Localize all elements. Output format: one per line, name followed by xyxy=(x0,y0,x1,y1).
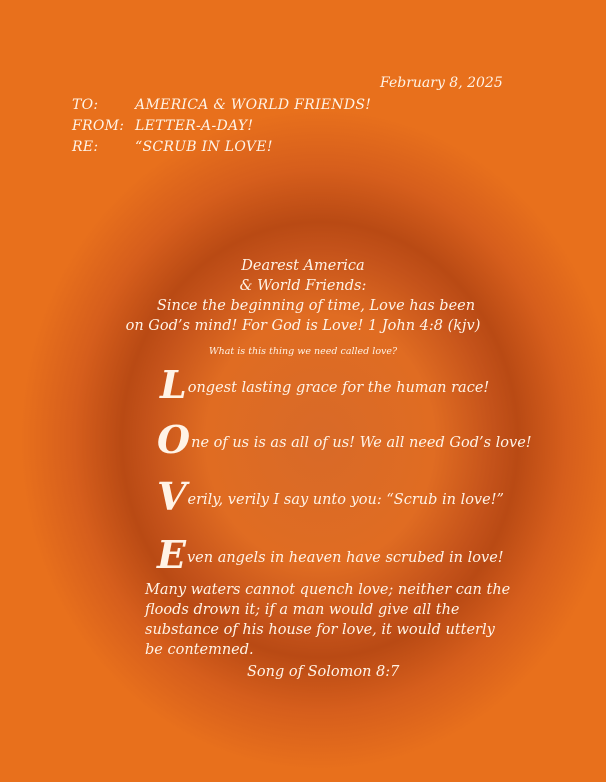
acrostic-text-e: ven angels in heaven have scrubed in love! xyxy=(186,550,504,566)
verse-line-3: substance of his house for love, it would utterly xyxy=(145,622,495,638)
drop-cap-o: O xyxy=(157,417,191,462)
greeting-line-3: Since the beginning of time, Love has been xyxy=(156,298,476,314)
love-question: What is this thing we need called love? xyxy=(208,346,398,357)
drop-cap-e: E xyxy=(157,532,186,577)
drop-cap-v: V xyxy=(157,474,187,519)
re-value: “SCRUB IN LOVE! xyxy=(135,139,273,155)
greeting-line-4: on God’s mind! For God is Love! 1 John 4:8 (kjv) xyxy=(125,318,481,334)
verse-citation: Song of Solomon 8:7 xyxy=(247,664,400,680)
from-value: LETTER-A-DAY! xyxy=(135,118,254,134)
acrostic-line-v xyxy=(157,474,504,519)
from-label: FROM: xyxy=(72,118,125,134)
verse-line-4: be contemned. xyxy=(145,642,254,658)
acrostic-text-o: ne of us is as all of us! We all need God’s love! xyxy=(191,435,532,451)
verse-line-2: floods drown it; if a man would give all the xyxy=(145,602,460,618)
drop-cap-l: L xyxy=(160,362,187,407)
acrostic-line-l xyxy=(160,362,490,407)
greeting-line-2: & World Friends: xyxy=(239,278,367,294)
acrostic-text-v: erily, verily I say unto you: “Scrub in love!” xyxy=(187,492,504,508)
acrostic-line-o xyxy=(157,417,532,462)
greeting-line-1: Dearest America xyxy=(241,258,365,274)
to-value: AMERICA & WORLD FRIENDS! xyxy=(135,97,372,113)
acrostic-text-l: ongest lasting grace for the human race! xyxy=(187,380,490,396)
to-label: TO: xyxy=(72,97,99,113)
acrostic-line-e xyxy=(157,532,504,577)
re-label: RE: xyxy=(72,139,99,155)
letter-date: February 8, 2025 xyxy=(380,75,503,91)
verse-line-1: Many waters cannot quench love; neither can the xyxy=(145,582,511,598)
